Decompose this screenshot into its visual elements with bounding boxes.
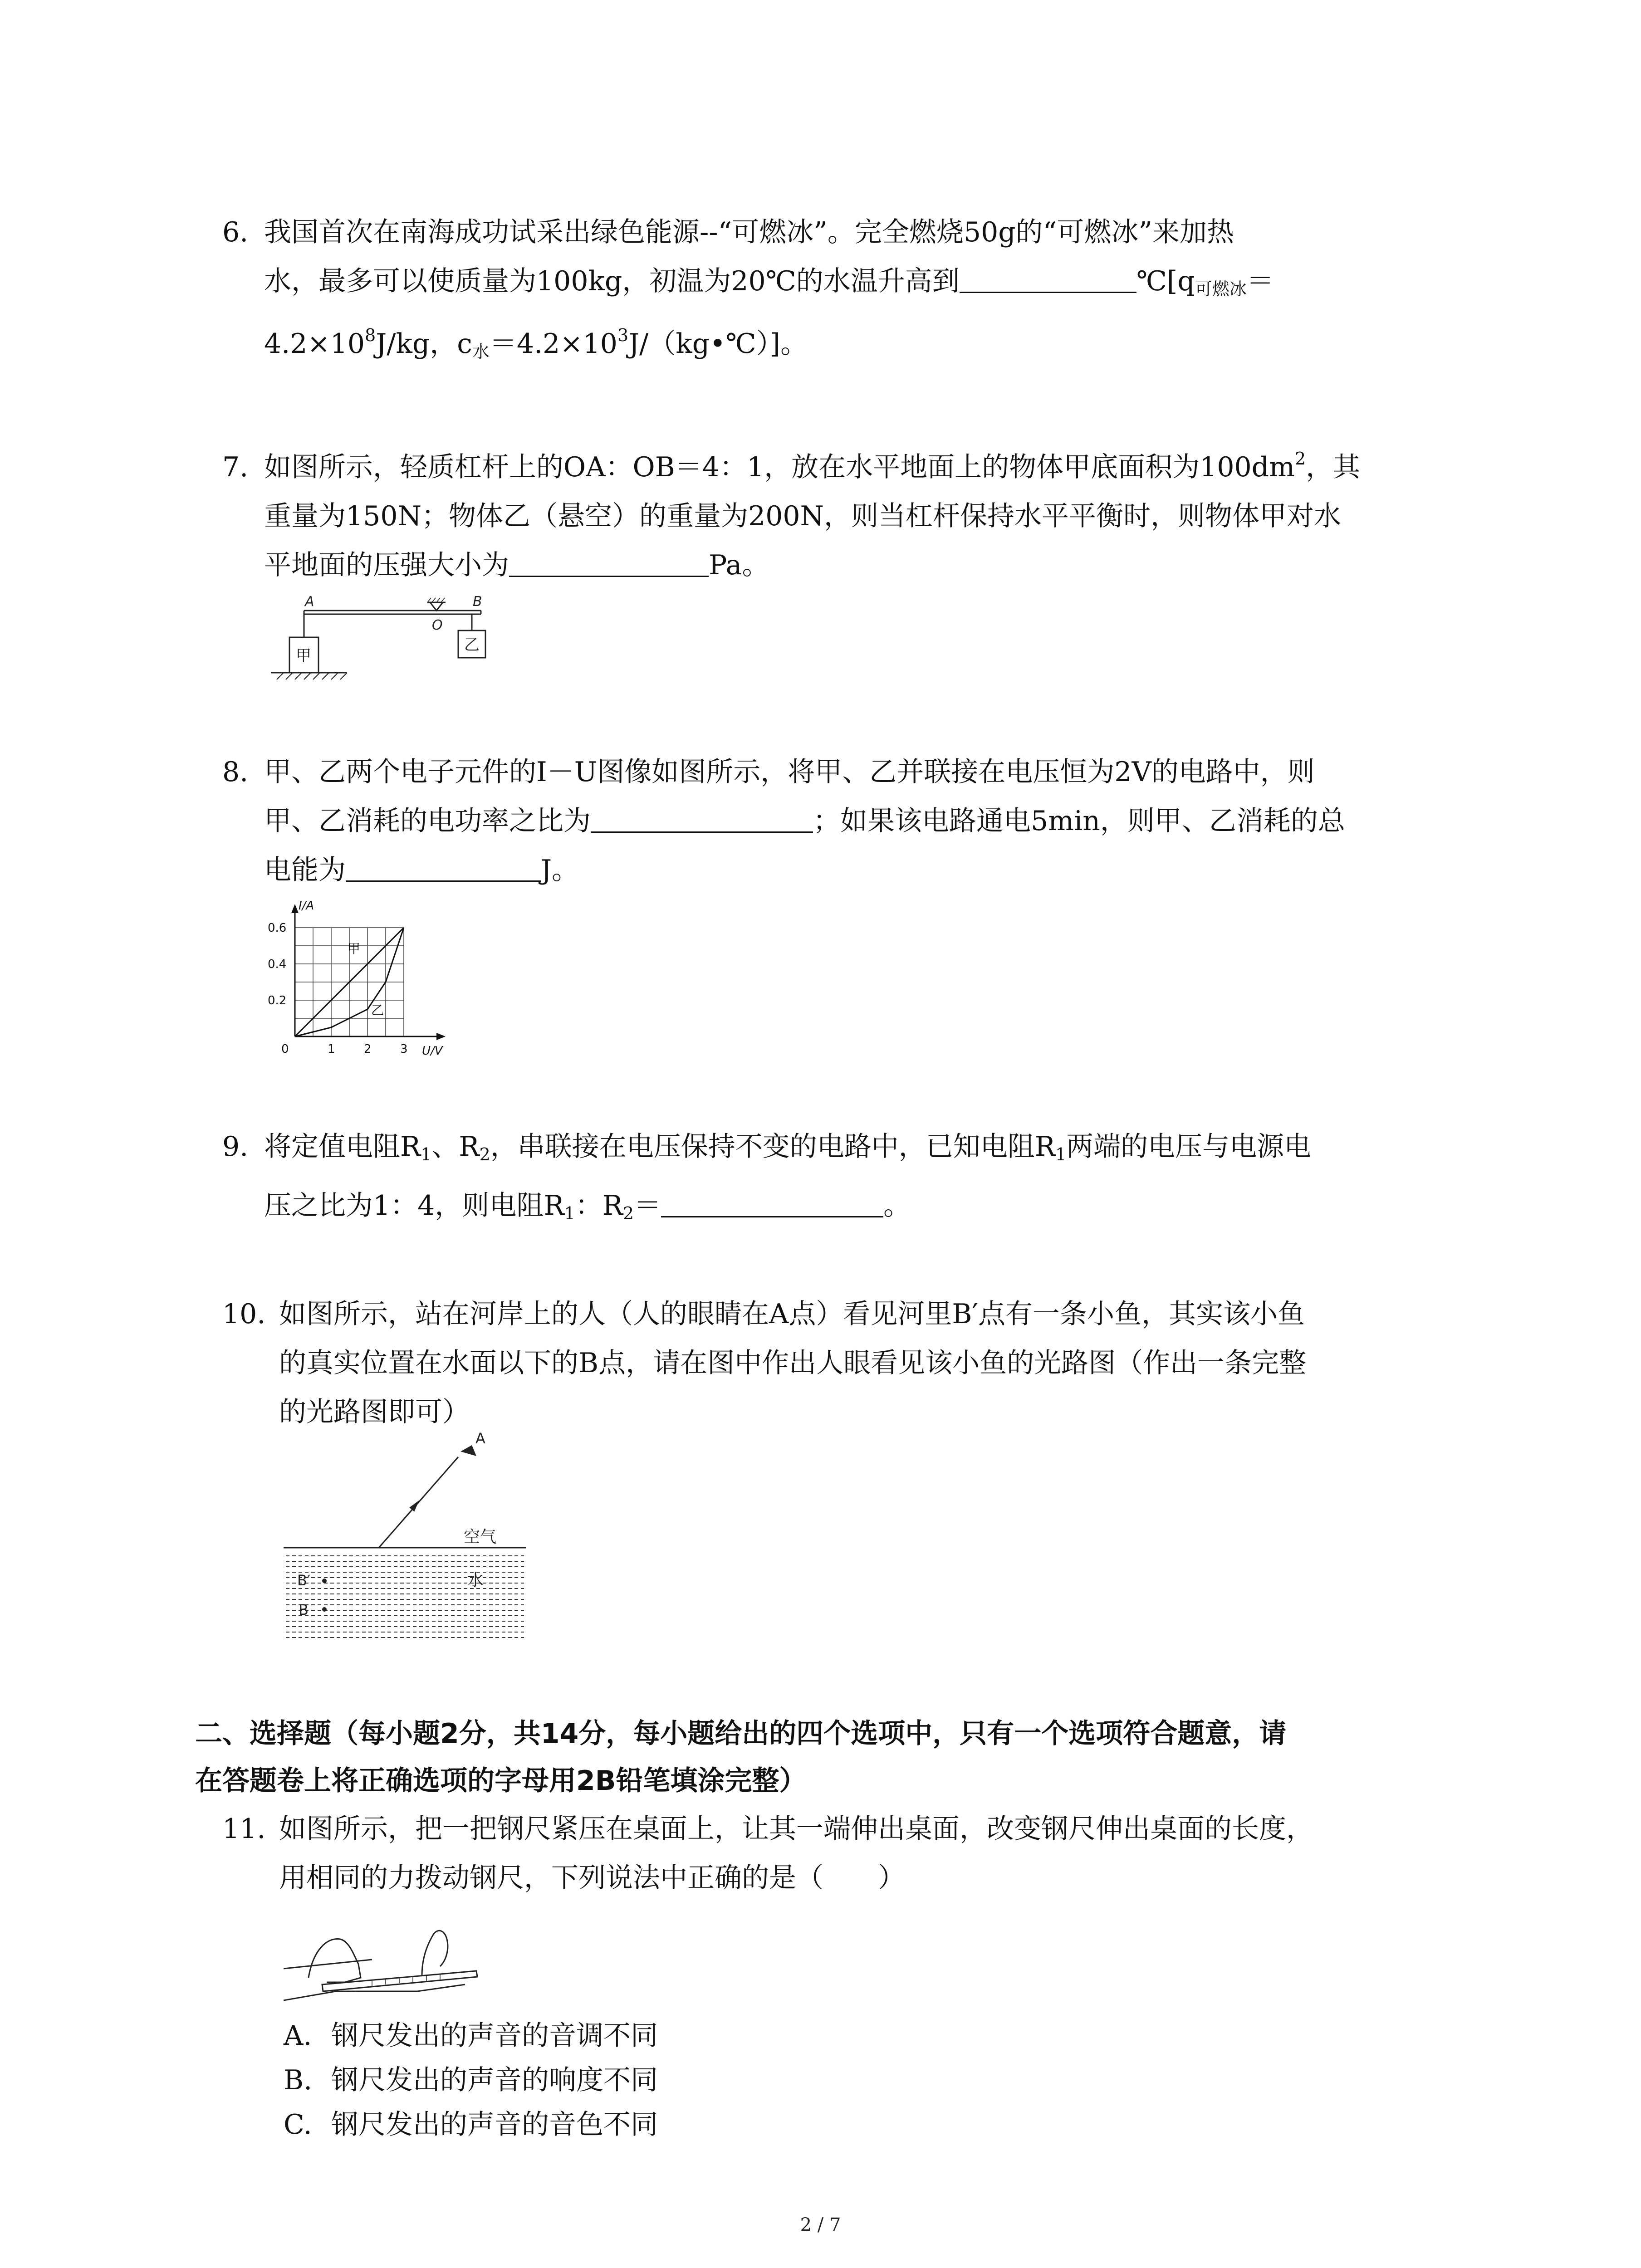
iu-chart (259, 896, 472, 1068)
option-b[interactable]: B. 钢尺发出的声音的响度不同 (284, 2064, 658, 2096)
point-b-prime (322, 1579, 327, 1583)
question-text: 我国首次在南海成功试采出绿色能源--“可燃冰”。完全燃烧50g的“可燃冰”来加热 (264, 216, 1234, 248)
question-8: 8. 甲、乙两个电子元件的I－U图像如图所示，将甲、乙并联接在电压恒为2V的电路中，则 甲、乙消耗的电功率之比为 ；如果该电路通电5min，则甲、乙消耗的总 电能为 J。 (222, 748, 1456, 894)
answer-blank[interactable] (960, 264, 1136, 293)
option-c[interactable]: C. 钢尺发出的声音的音色不同 (284, 2109, 658, 2141)
question-9: 9. 将定值电阻$R_1$、$R_2$，串联接在电压保持不变的电路中，已知电阻$R_1$两端的电压与电源电 压之比为1：4，则电阻$R_1$：$R_2=$ 。 (222, 1122, 1456, 1230)
question-7: 7. 如图所示，轻质杠杆上的OA：OB＝4：1，放在水平地面上的物体甲底面积为$100dm^2$，其 重量为150N；物体乙（悬空）的重量为200N，则当杠杆保持水平平衡时，则物体甲对水 平地面的压强大小为 Pa。 (222, 443, 1456, 590)
answer-blank[interactable] (661, 1189, 883, 1217)
x-axis-label: U/V (422, 1044, 443, 1058)
y-tick-label: 0.2 (268, 994, 287, 1007)
x-tick-label: 3 (400, 1042, 408, 1056)
right-hand (422, 1931, 448, 1975)
x-tick-label: 1 (328, 1042, 335, 1056)
point-b (322, 1607, 327, 1612)
answer-blank[interactable] (591, 804, 813, 833)
question-10: 10. 如图所示，站在河岸上的人（人的眼睛在A点）看见河里B′点有一条小鱼，其实该小鱼 的真实位置在水面以下的B点，请在图中作出人眼看见该小鱼的光路图（作出一条完整 的光路图即可） (222, 1290, 1456, 1437)
chart-axes (291, 904, 446, 1040)
answer-blank[interactable] (346, 853, 541, 882)
y-tick-label: 0.6 (268, 921, 287, 935)
question-number: 8. (222, 756, 249, 788)
water-hatch (286, 1556, 524, 1637)
label-yi: 乙 (464, 636, 480, 654)
light-ray (379, 1457, 458, 1548)
left-hand (309, 1939, 361, 1982)
label-b: B (299, 1601, 309, 1618)
label-b-prime: B′ (297, 1572, 311, 1589)
label-o: O (432, 617, 443, 633)
series-label-yi: 乙 (371, 1003, 384, 1018)
question-6: 6. 我国首次在南海成功试采出绿色能源--“可燃冰”。完全燃烧50g的“可燃冰”来加热 水，最多可以使质量为100kg，初温为20℃的水温升高到 $℃[q_{可燃冰}=$ $4.2\times 10^8J/kg$，$c_水=4.2\times 10^3J/(kg•℃)$]。 (222, 208, 1456, 368)
label-air: 空气 (464, 1528, 497, 1546)
y-axis-label: I/A (299, 899, 314, 913)
y-tick-label: 0.4 (268, 958, 287, 971)
pivot (430, 602, 443, 611)
question-11: 11. 如图所示，把一把钢尺紧压在桌面上，让其一端伸出桌面，改变钢尺伸出桌面的长度， 用相同的力拨动钢尺，下列说法中正确的是（ ） (222, 1804, 1456, 1902)
x-tick-label: 0 (281, 1042, 289, 1056)
page-number: 2 / 7 (800, 2214, 841, 2235)
question-number: 7. (222, 451, 249, 483)
question-number: 6. (222, 216, 249, 248)
question-number: 10. (222, 1298, 266, 1330)
section-2-heading: 二、选择题（每小题2分，共14分，每小题给出的四个选项中，只有一个选项符合题意，请 在答题卷上将正确选项的字母用2B铅笔填涂完整） (195, 1718, 1287, 1797)
question-number: 9. (222, 1131, 249, 1163)
label-a: A (475, 1430, 485, 1447)
label-jia: 甲 (296, 647, 311, 665)
label-water: 水 (467, 1571, 484, 1589)
label-b: B (473, 594, 482, 610)
label-a: A (305, 594, 314, 610)
question-number: 11. (222, 1813, 266, 1845)
series-label-jia: 甲 (348, 941, 361, 956)
x-axis-arrow (436, 1033, 446, 1040)
chart-labels (268, 899, 444, 1058)
y-axis-arrow (291, 904, 299, 913)
option-a[interactable]: A. 钢尺发出的声音的音调不同 (284, 2020, 658, 2052)
steel-ruler (322, 1971, 477, 1991)
lever-figure (268, 590, 504, 694)
answer-blank[interactable] (509, 548, 709, 577)
ruler-figure (281, 1923, 495, 2014)
x-tick-label: 2 (364, 1042, 372, 1056)
refraction-figure (281, 1429, 535, 1656)
eye-icon (460, 1445, 476, 1456)
